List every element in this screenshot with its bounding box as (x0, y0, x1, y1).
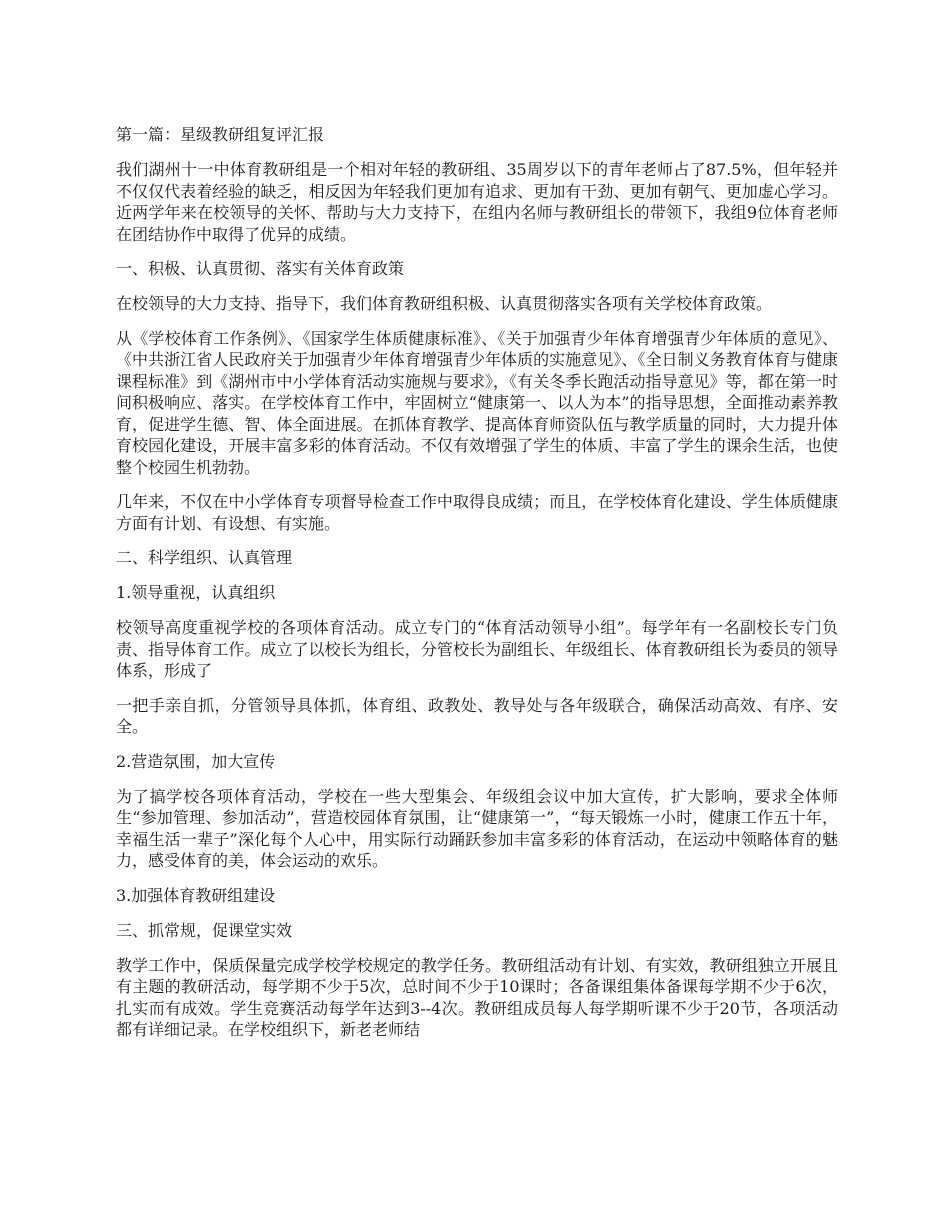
subsection-heading-2-3: 3.加强体育教研组建设 (116, 885, 276, 905)
paragraph-intro: 我们湖州十一中体育教研组是一个相对年轻的教研组、35周岁以下的青年老师占了87.5%，但年轻并不仅仅代表着经验的缺乏，相反因为年轻我们更加有追求、更加有干劲、更加有朝气、更加虚心学习。近两学年来在校领导的关怀、帮助与大力支持下，在组内名师与教研组长的带领下，我组9位体育老师在团结协作中取得了优异的成绩。 (116, 160, 838, 244)
paragraph-results: 几年来，不仅在中小学体育专项督导检查工作中取得良成绩；而且，在学校体育化建设、学生体质健康方面有计划、有设想、有实施。 (116, 492, 838, 533)
paragraph-policy-support: 在校领导的大力支持、指导下，我们体育教研组积极、认真贯彻落实各项有关学校体育政策。 (116, 294, 773, 313)
subsection-heading-2-2: 2.营造氛围，加大宣传 (116, 751, 276, 771)
document-title: 第一篇：星级教研组复评汇报 (116, 125, 325, 144)
document-page (116, 124, 838, 1054)
section-heading-1: 一、积极、认真贯彻、落实有关体育政策 (116, 259, 405, 278)
paragraph-leadership: 校领导高度重视学校的各项体育活动。成立专门的“体育活动领导小组”。每学年有一名副校长专门负责、指导体育工作。成立了以校长为组长，分管校长为副组长、年级组长、体育教研组长为委员的领导体系，形成了 (116, 618, 838, 680)
subsection-heading-2-1: 1.领导重视，认真组织 (116, 583, 276, 602)
paragraph-atmosphere: 为了搞学校各项体育活动，学校在一些大型集会、年级组会议中加大宣传，扩大影响，要求全体师生“参加管理、参加活动”，营造校园体育氛围，让“健康第一”，“每天锻炼一小时，健康工作五十年，幸福生活一辈子”深化每个人心中，用实际行动踊跃参加丰富多彩的体育活动，在运动中领略体育的魅力，感受体育的美，体会运动的欢乐。 (116, 786, 838, 870)
paragraph-leadership-cont: 一把手亲自抓，分管领导具体抓，体育组、政教处、教导处与各年级联合，确保活动高效、有序、安全。 (116, 695, 838, 736)
paragraph-policy-list: 从《学校体育工作条例》、《国家学生体质健康标准》、《关于加强青少年体育增强青少年体质的意见》、《中共浙江省人民政府关于加强青少年体育增强青少年体质的实施意见》、《全日制义务教育体育与健康课程标准》到《湖州市中小学体育活动实施规与要求》，《有关冬季长跑活动指导意见》等，都在第一时间积极响应、落实。在学校体育工作中，牢固树立“健康第一、以人为本”的指导思想，全面推动素养教育，促进学生德、智、体全面进展。在抓体育教学、提高体育师资队伍与教学质量的同时，大力提升体育校园化建设，开展丰富多彩的体育活动。不仅有效增强了学生的体质、丰富了学生的课余生活，也使整个校园生机勃勃。 (116, 328, 838, 477)
section-heading-2: 二、科学组织、认真管理 (116, 548, 293, 567)
section-heading-3: 三、抓常规，促课堂实效 (116, 920, 293, 940)
paragraph-teaching: 教学工作中，保质保量完成学校学校规定的教学任务。教研组活动有计划、有实效，教研组独立开展且有主题的教研活动，每学期不少于5次，总时间不少于10课时；各备课组集体备课每学期不少于6次，扎实而有成效。学生竞赛活动每学年达到3--4次。教研组成员每人每学期听课不少于20节，各项活动都有详细记录。在学校组织下，新老老师结 (116, 955, 838, 1039)
